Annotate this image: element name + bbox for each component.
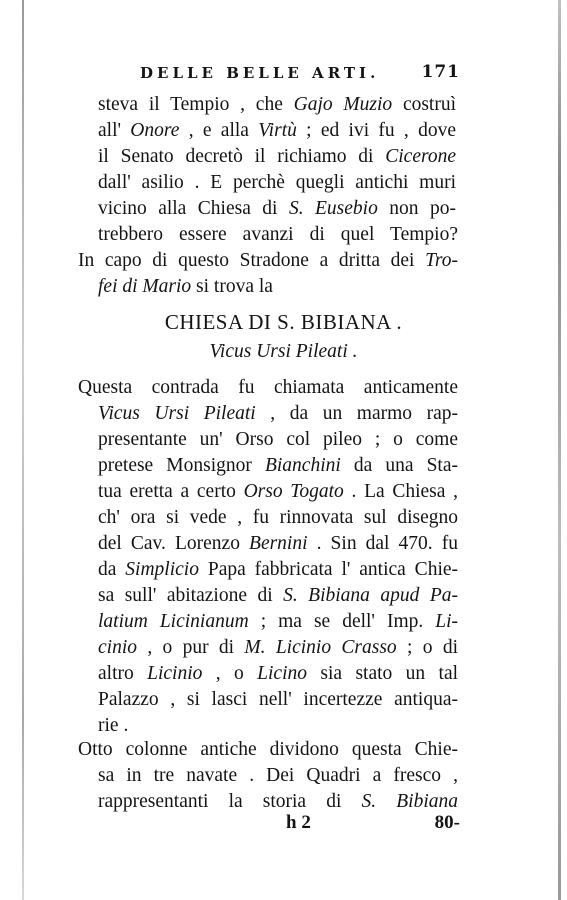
italic-segment: Licinio (147, 663, 203, 684)
italic-segment: S. Bibiana apud Pa- (283, 585, 458, 606)
text-line (98, 274, 273, 300)
text-line (98, 531, 458, 557)
text-segment: altro (98, 663, 148, 684)
text-line (98, 401, 458, 427)
text-segment: , o pur di (137, 637, 245, 658)
text-line (78, 375, 458, 401)
italic-segment: Simplicio (125, 559, 199, 580)
page-edge-right (558, 0, 561, 900)
italic-segment: Bianchini (264, 455, 341, 476)
text-segment: Questa contrada fu chiamata anticamente (78, 377, 458, 398)
italic-segment: Onore (130, 120, 180, 141)
italic-segment: Tro- (425, 250, 458, 271)
text-segment: da (98, 559, 126, 580)
text-line (98, 118, 456, 144)
text-line (98, 557, 458, 583)
text-line (78, 248, 458, 274)
text-segment: del Cav. Lorenzo (98, 533, 250, 554)
page-edge-left (22, 0, 24, 900)
italic-segment: Gajo Muzio (293, 94, 393, 115)
italic-segment: fei di Mario (98, 276, 192, 297)
text-segment: , da un marmo rap- (255, 403, 458, 424)
text-line (98, 687, 458, 713)
italic-segment: Orso Togato (243, 481, 344, 502)
italic-segment: S. Eusebio (288, 198, 378, 219)
running-header (140, 64, 460, 82)
text-segment: rappresentanti la storia di (98, 791, 362, 812)
text-line (98, 453, 458, 479)
italic-segment: M. Licinio Crasso (244, 637, 397, 658)
text-segment: sa in tre navate . Dei Quadri a fresco , (98, 765, 458, 786)
text-segment: , e alla (179, 120, 259, 141)
text-segment: , o (202, 663, 258, 684)
italic-segment: cinio (98, 637, 137, 658)
text-segment: costruì (392, 94, 457, 115)
text-segment: sa sull' abitazione di (98, 585, 284, 606)
text-line (98, 144, 456, 170)
section-subheading: Vicus Ursi Pileati . (209, 341, 358, 362)
text-segment: presentante un' Orso col pileo ; o come (98, 429, 458, 450)
text-segment: pretese Monsignor (98, 455, 265, 476)
text-segment: sia stato un tal (307, 663, 459, 684)
text-segment: ch' ora si vede , fu rinnovata sul disegno (98, 507, 458, 528)
text-line (98, 635, 458, 661)
italic-segment: Bernini (249, 533, 308, 554)
text-line (98, 427, 458, 453)
text-line (98, 763, 458, 789)
text-line (98, 222, 458, 248)
text-line (78, 737, 458, 763)
text-line (98, 170, 456, 196)
text-line (98, 479, 458, 505)
text-line (98, 505, 458, 531)
text-line (98, 196, 456, 222)
text-segment: In capo di questo Stradone a dritta dei (78, 250, 426, 271)
text-line (98, 713, 128, 739)
text-segment: . La Chiesa , (343, 481, 459, 502)
italic-segment: Cicerone (385, 146, 456, 167)
italic-segment: S. Bibiana (361, 791, 458, 812)
text-segment: il Senato decretò il richiamo di (98, 146, 386, 167)
text-segment: all' (98, 120, 131, 141)
page-number: 171 (421, 62, 460, 82)
italic-segment: latium Licinianum (98, 611, 249, 632)
text-segment: da una Sta- (340, 455, 458, 476)
text-line (98, 789, 458, 815)
text-segment: dall' asilio . E perchè quegli antichi muri (98, 172, 456, 193)
text-segment: Papa fabbricata l' antica Chie- (198, 559, 459, 580)
italic-segment: Licino (257, 663, 308, 684)
text-line (98, 661, 458, 687)
text-segment: ; o di (396, 637, 458, 658)
text-segment: non po- (377, 198, 456, 219)
italic-segment: Li- (435, 611, 459, 632)
text-segment: vicino alla Chiesa di (98, 198, 289, 219)
text-segment: Otto colonne antiche dividono questa Chie- (78, 739, 458, 760)
running-title: DELLE BELLE ARTI. (140, 64, 380, 82)
text-segment: trebbero essere avanzi di quel Tempio? (98, 224, 458, 245)
section-heading: CHIESA DI S. BIBIANA . (164, 310, 403, 334)
catchword: 80- (434, 812, 460, 833)
italic-segment: Virtù (258, 120, 297, 141)
text-segment: . Sin dal 470. fu (307, 533, 458, 554)
text-line (98, 92, 456, 118)
text-segment: ; ed ivi fu , dove (296, 120, 456, 141)
text-line (98, 583, 458, 609)
text-segment: rie . (98, 715, 129, 736)
text-segment: tua eretta a certo (98, 481, 244, 502)
text-segment: ; ma se dell' Imp. (248, 611, 436, 632)
signature-mark: h 2 (286, 812, 311, 833)
text-segment: steva il Tempio , che (98, 94, 294, 115)
text-line (98, 609, 458, 635)
text-segment: si trova la (191, 276, 273, 297)
text-segment: Palazzo , si lasci nell' incertezze antiquа- (98, 689, 458, 710)
italic-segment: Vicus Ursi Pileati (98, 403, 256, 424)
